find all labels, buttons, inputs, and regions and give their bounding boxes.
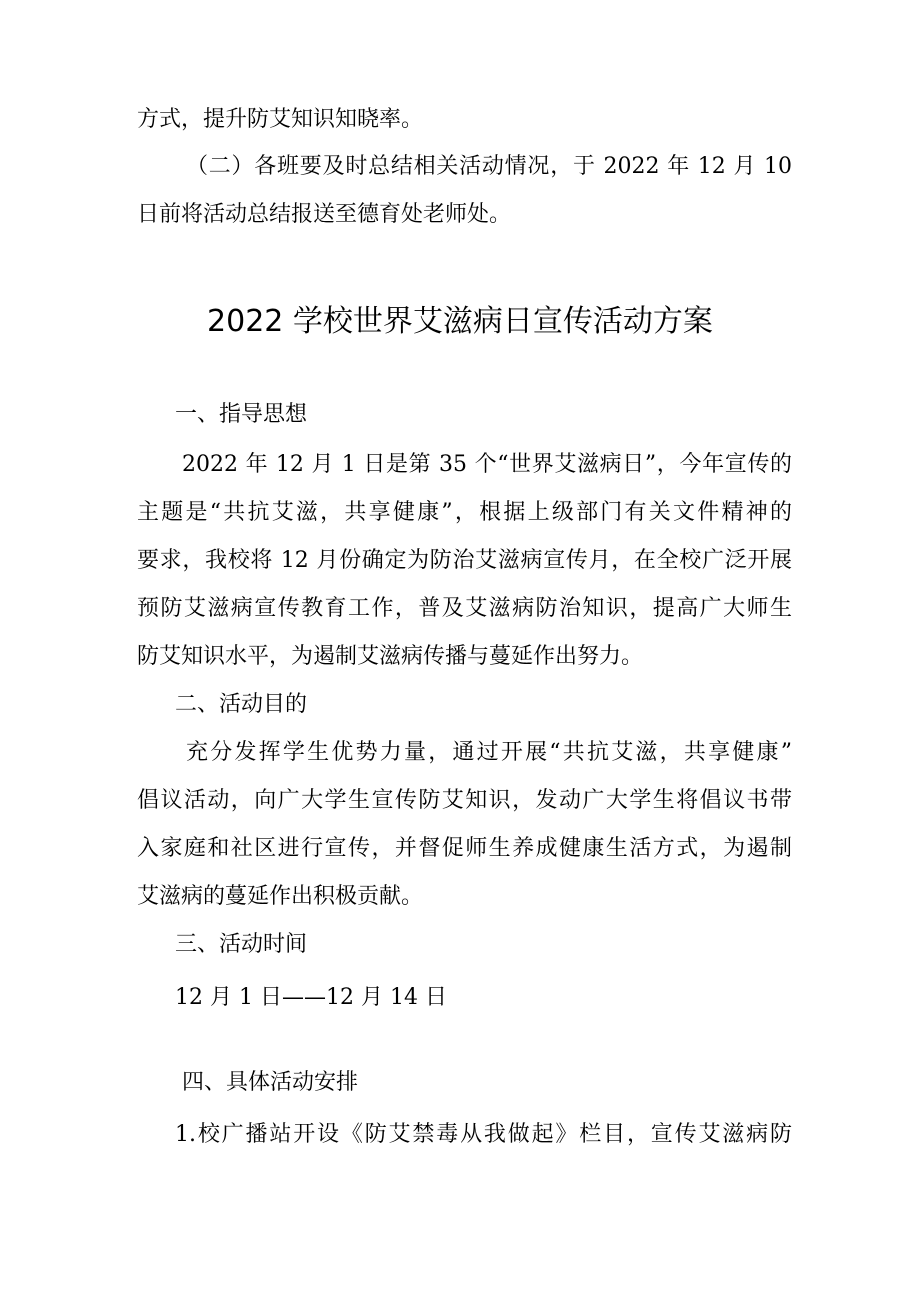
- intro-line-1: 方式，提升防艾知识知晓率。: [137, 107, 424, 132]
- section-2-line-2: 倡议活动，向广大学生宣传防艾知识，发动广大学生将倡议书带: [137, 788, 792, 813]
- section-3-heading: 三、活动时间: [175, 932, 308, 957]
- section-1-line-2: 主题是“共抗艾滋，共享健康”，根据上级部门有关文件精神的: [137, 500, 792, 525]
- section-3-text: 12 月 1 日——12 月 14 日: [175, 985, 447, 1010]
- page-title: 2022 学校世界艾滋病日宣传活动方案: [207, 304, 713, 339]
- section-1-line-3: 要求，我校将 12 月份确定为防治艾滋病宣传月，在全校广泛开展: [137, 548, 792, 573]
- section-2-line-4: 艾滋病的蔓延作出积极贡献。: [137, 884, 424, 909]
- section-1-line-5: 防艾知识水平，为遏制艾滋病传播与蔓延作出努力。: [137, 644, 644, 669]
- section-4-item-1: 1.校广播站开设《防艾禁毒从我做起》栏目，宣传艾滋病防: [175, 1122, 792, 1147]
- section-2-heading: 二、活动目的: [175, 692, 308, 717]
- section-2-line-3: 入家庭和社区进行宣传，并督促师生养成健康生活方式，为遏制: [137, 836, 792, 861]
- section-2-line-1: 充分发挥学生优势力量，通过开展“共抗艾滋，共享健康”: [186, 740, 792, 765]
- section-1-heading: 一、指导思想: [175, 402, 308, 427]
- intro-line-3: 日前将活动总结报送至德育处老师处。: [137, 202, 512, 227]
- section-1-line-1: 2022 年 12 月 1 日是第 35 个“世界艾滋病日”，今年宣传的: [182, 452, 792, 477]
- section-4-heading: 四、具体活动安排: [182, 1070, 359, 1095]
- section-1-line-4: 预防艾滋病宣传教育工作，普及艾滋病防治知识，提高广大师生: [137, 596, 792, 621]
- intro-line-2: （二）各班要及时总结相关活动情况，于 2022 年 12 月 10: [186, 154, 792, 179]
